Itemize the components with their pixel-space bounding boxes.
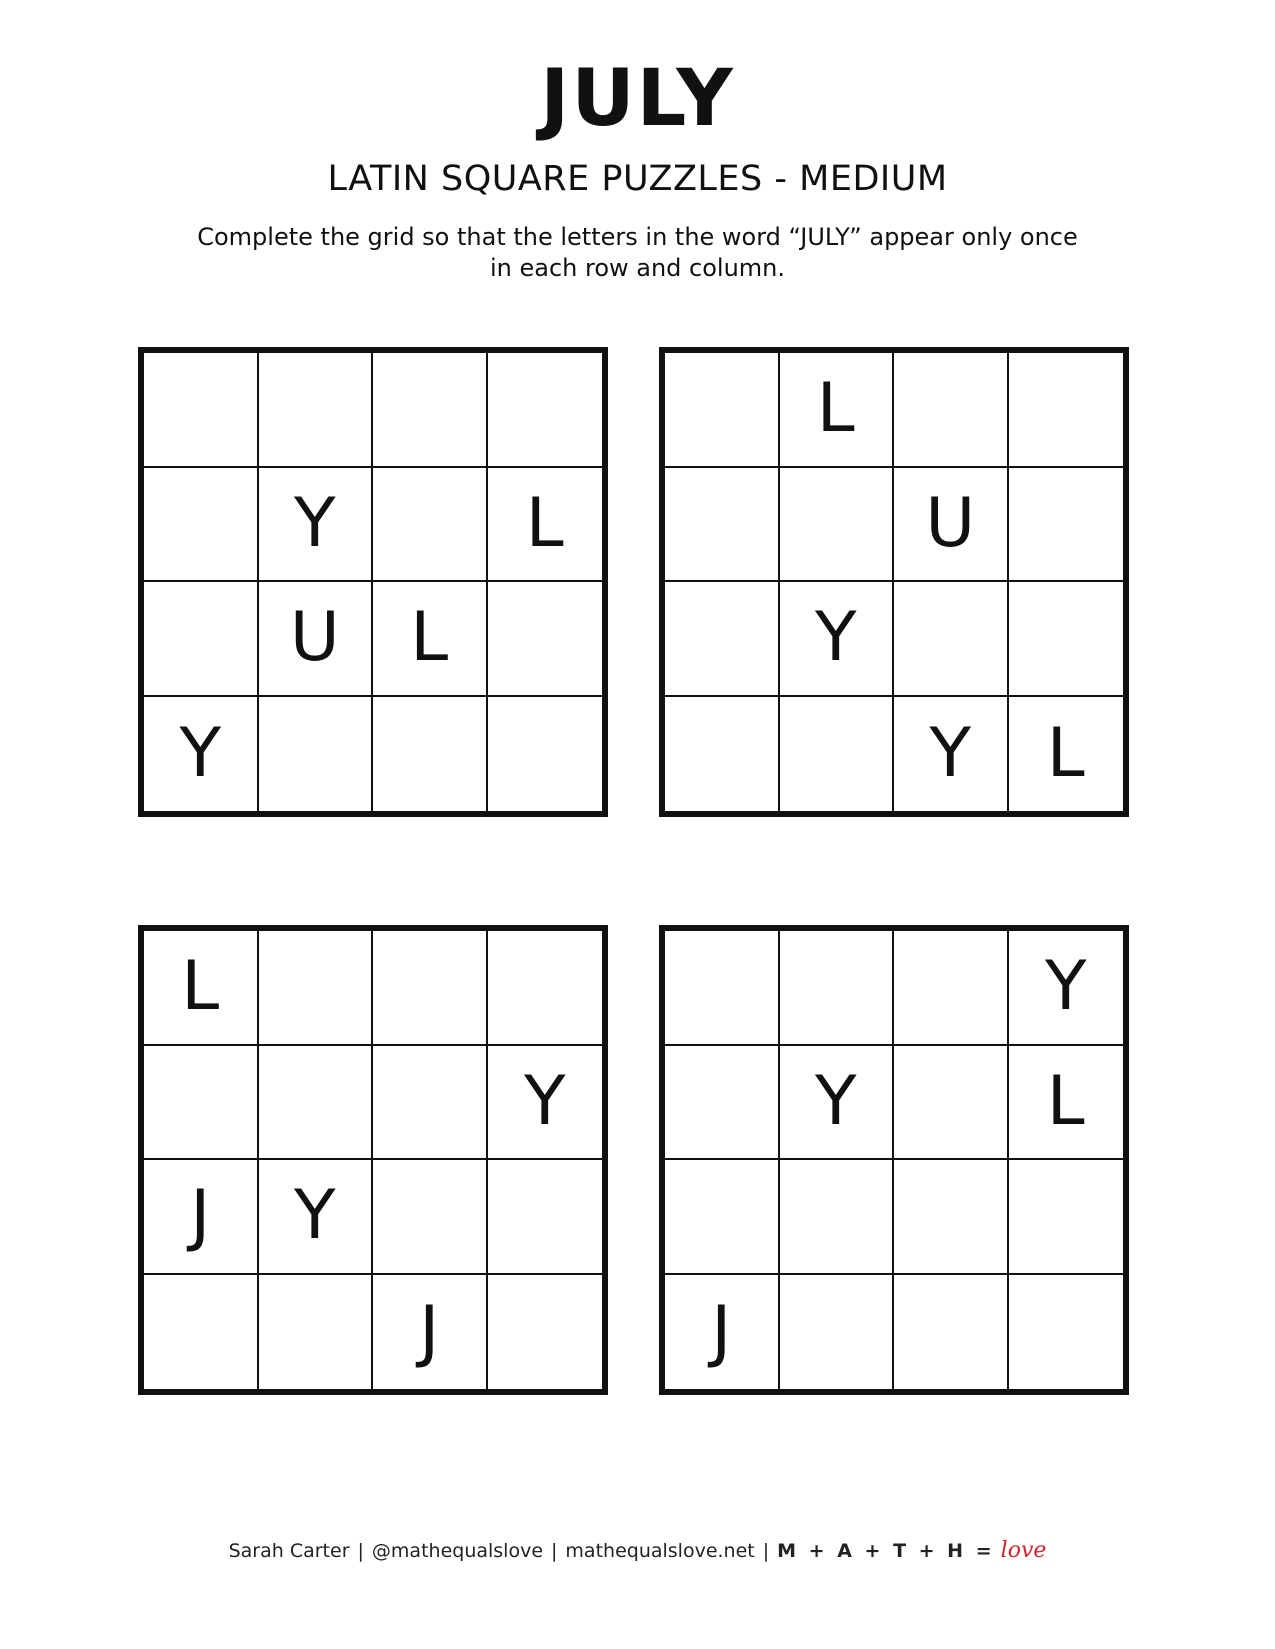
grid-cell	[259, 1046, 374, 1161]
grid-cell	[1009, 582, 1124, 697]
page-title: JULY	[540, 54, 735, 144]
instructions	[150, 222, 1125, 284]
grid-cell: L	[488, 468, 603, 583]
grid-cell	[894, 931, 1009, 1046]
grid-cell	[488, 582, 603, 697]
grid-cell	[665, 931, 780, 1046]
grid-cell	[259, 697, 374, 812]
grid-cell: L	[373, 582, 488, 697]
grid-cell	[1009, 1275, 1124, 1390]
grid-cell	[144, 468, 259, 583]
grid-cell	[488, 1275, 603, 1390]
grid-cell	[488, 353, 603, 468]
footer-separator: |	[551, 1540, 558, 1562]
footer-brand-love: love	[1000, 1538, 1047, 1563]
puzzle-grid-4	[659, 925, 1129, 1395]
grid-cell	[894, 1046, 1009, 1161]
grid-cell	[259, 1275, 374, 1390]
grid-cell	[780, 1160, 895, 1275]
grid-cell	[259, 353, 374, 468]
grid-cell: Y	[144, 697, 259, 812]
grid-cell	[373, 1046, 488, 1161]
grid-cell	[373, 1160, 488, 1275]
grid-cell: Y	[1009, 931, 1124, 1046]
grid-cell	[780, 1275, 895, 1390]
grid-cell	[894, 582, 1009, 697]
grid-cell	[894, 1275, 1009, 1390]
grid-cell: Y	[780, 582, 895, 697]
grid-cell	[780, 468, 895, 583]
footer-author: Sarah Carter	[228, 1540, 350, 1562]
grid-cell: Y	[780, 1046, 895, 1161]
grid-cell: Y	[488, 1046, 603, 1161]
grid-cell: L	[1009, 1046, 1124, 1161]
grid-cell	[144, 1046, 259, 1161]
grid-cell	[665, 582, 780, 697]
puzzle-grid-3	[138, 925, 608, 1395]
footer	[0, 1539, 1275, 1563]
grid-cell	[373, 697, 488, 812]
grid-cell	[894, 353, 1009, 468]
footer-website: mathequalslove.net	[565, 1540, 755, 1562]
grid-cell	[1009, 468, 1124, 583]
grid-cell	[780, 697, 895, 812]
grid-cell	[1009, 353, 1124, 468]
grid-cell: U	[894, 468, 1009, 583]
grid-cell	[665, 1160, 780, 1275]
grid-cell: Y	[259, 468, 374, 583]
page-subtitle: LATIN SQUARE PUZZLES - MEDIUM	[327, 159, 948, 199]
grid-cell	[665, 1046, 780, 1161]
instructions-line-2: in each row and column.	[489, 254, 786, 282]
footer-separator: |	[357, 1540, 364, 1562]
footer-separator: |	[762, 1540, 770, 1562]
grid-cell	[488, 931, 603, 1046]
grid-cell: L	[1046, 713, 1085, 793]
instructions-line-1: Complete the grid so that the letters in the word “JULY” appear only once	[197, 223, 1078, 251]
grid-cell	[373, 931, 488, 1046]
grid-cell: J	[665, 1275, 780, 1390]
grid-cell	[894, 1160, 1009, 1275]
grid-cell: U	[259, 582, 374, 697]
grid-cell	[1009, 1160, 1124, 1275]
grid-cell: J	[373, 1275, 488, 1390]
puzzle-grid-1	[138, 347, 608, 817]
grid-cell	[144, 353, 259, 468]
grid-cell	[780, 931, 895, 1046]
grid-cell	[665, 353, 780, 468]
grid-cell	[665, 468, 780, 583]
grid-cell: Y	[894, 697, 1009, 812]
grid-cell: L	[780, 353, 895, 468]
grid-cell	[488, 1160, 603, 1275]
grid-cell: Y	[259, 1160, 374, 1275]
puzzle-grid-2	[659, 347, 1129, 817]
grid-cell: J	[144, 1160, 259, 1275]
grid-cell	[488, 697, 603, 812]
grid-cell	[373, 468, 488, 583]
grid-cell	[373, 353, 488, 468]
footer-brand: M + A + T + H =	[777, 1540, 995, 1562]
footer-handle: @mathequalslove	[371, 1540, 544, 1562]
grid-cell: L	[144, 931, 259, 1046]
grid-cell	[665, 697, 780, 812]
grid-cell	[144, 1275, 259, 1390]
grid-cell	[259, 931, 374, 1046]
grid-cell	[144, 582, 259, 697]
